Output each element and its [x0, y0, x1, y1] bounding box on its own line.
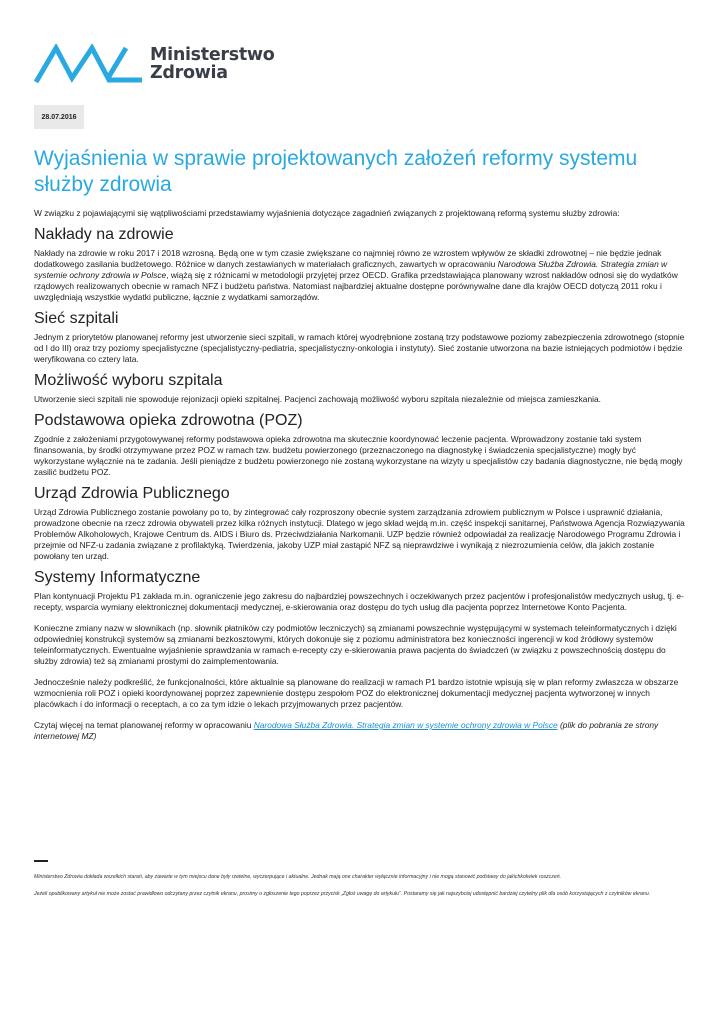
section-paragraph-poz: Zgodnie z założeniami przygotowywanej reformy podstawowa opieka zdrowotna ma skutecznie koordynować leczenie pacjenta. Wprowadzony zostanie taki system finansowania, by środki otrzymywane przez POZ w ramach tzw. budżetu powierzonego (przeznaczonego na diagnostykę i świadczenia specjalistyczne) mogły być wykorzystane wyłącznie na te zadania. Jeśli pieniądze z budżetu powierzonego nie zostaną wykorzystane na wizyty u specjalistów czy badania diagnostyczne, nie będą mogły zasilić budżetu POZ. [34, 434, 683, 477]
strategy-document-link[interactable]: Narodowa Służba Zdrowia. Strategia zmian w systemie ochrony zdrowia w Polsce [253, 720, 558, 730]
mz-logo-mark-icon [34, 44, 144, 84]
section-paragraph-siec: Jednym z priorytetów planowanej reformy jest utworzenie sieci szpitali, w ramach której wyodrębnione zostaną trzy podstawowe poziomy zabezpieczenia zdrowotnego (stopnie od I do III) oraz trzy poziomy specjalistyczne (specjalistyczny-pediatria, specjalistyczny-onkologia i instytuty). Sieć zostanie utworzona na bazie istniejących podmiotów i będzie weryfikowana co cztery lata. [34, 332, 685, 364]
logo-line-1: Ministerstwo [150, 45, 275, 65]
logo-line-2: Zdrowia [150, 63, 228, 83]
section-heading-systemy: Systemy Informatyczne [34, 569, 201, 586]
article-body [34, 146, 688, 742]
section-paragraph-systemy-1: Plan kontynuacji Projektu P1 zakłada m.in. ograniczenie jego zakresu do najbardziej powszechnych i oczekiwanych przez pacjentów i profesjonalistów medycznych usług, tj. e-recepty, wsparcia wymiany elektronicznej dokumentacji medycznej, e-skierowania oraz dostępu do tych usług dla pacjenta poprzez Internetowe Konto Pacjenta. [34, 591, 684, 612]
publication-title-italic: Narodowa Służba Zdrowia. Strategia zmian w systemie ochrony zdrowia w Polsce [34, 259, 668, 280]
publication-date: 28.07.2016 [34, 105, 84, 129]
article-intro: W związku z pojawiającymi się wątpliwościami przedstawiamy wyjaśnienia dotyczące zagadnień związanych z projektowaną reformą systemu służby zdrowia: [34, 208, 620, 218]
article-title: Wyjaśnienia w sprawie projektowanych założeń reformy systemu służby zdrowia [34, 147, 638, 196]
section-paragraph-uzp: Urząd Zdrowia Publicznego zostanie powołany po to, by zintegrować cały rozproszony obecnie system zarządzania zdrowiem publicznym w Polsce i usprawnić działania, prowadzone obecnie na rzecz zdrowia obywateli przez kilka różnych instytucji. Dlatego w jego skład wejdą m.in. część inspekcji sanitarnej, Państwowa Agencja Rozwiązywania Problemów Alkoholowych, Krajowe Centrum ds. AIDS i Biuro ds. Przeciwdziałania Narkomanii. UZP będzie również odpowiadał za realizację Narodowego Programu Zdrowia i przejmie od NFZ-u zadania związane z profilaktyką. Twierdzenia, jakoby UZP miał zastąpić NFZ są nieprawdziwe i wynikają z niezrozumienia celów, dla jakich zostanie powołany ten urząd. [34, 507, 685, 561]
accessibility-note: Jeżeli opublikowany artykuł nie może zostać prawidłowo odczytany przez czytnik ekranu, prosimy o zgłoszenie tego poprzez przycisk „Zgłoś uwagę do artykułu”. Postaramy się jak najszybciej udostępnić bardziej czytelny plik dla osób korzystających z czytników ekranu. [34, 891, 651, 897]
section-paragraph-systemy-3: Jednocześnie należy podkreślić, że funkcjonalności, które aktualnie są planowane do realizacji w ramach P1 bardzo istotnie wpisują się w plan reformy zwłaszcza w obszarze wzmocnienia roli POZ i opieki koordynowanej poprzez zapewnienie dostępu zespołom POZ do elektronicznej dokumentacji medycznej pacjenta wytworzonej w innych placówkach i do informacji o receptach, a co za tym idzie o lekach przyjmowanych przez pacjentów. [34, 677, 679, 709]
section-paragraph-naklady: Nakłady na zdrowie w roku 2017 i 2018 wzrosną. Będą one w tym czasie zwiększane co najmniej równo ze wzrostem wpływów ze składki zdrowotnej – nie będzie jednak dodatkowego zasilania budżetowego. Różnice w danych zestawianych w materiałach graficznych, zawartych w opracowaniu Narodowa Służba Zdrowia. Strategia zmian w systemie ochrony zdrowia w Polsce, wiążą się z różnicami w metodologii przyjętej przez OECD. Grafika przedstawiająca planowany wzrost nakładów odnosi się do wydatków rządowych realizowanych obecnie w ramach NFZ i budżetu państwa. Natomiast najbardziej aktualne dostępne porównywalne dane dla krajów OECD dotyczą 2011 roku i uwzględniają wszystkie wydatki publiczne, łącznie z wydatkami samorządów. [34, 248, 678, 302]
footer-divider [34, 860, 48, 862]
disclaimer-note: Ministerstwo Zdrowia dokłada wszelkich starań, aby zawarte w tym miejscu dane były rzetelne, wyczerpujące i aktualne. Jednak mają one charakter wyłącznie informacyjny i nie mogą stanowić podstawy do jakichkolwiek roszczeń. [34, 874, 562, 880]
logo-wordmark [150, 46, 275, 82]
section-paragraph-wybor: Utworzenie sieci szpitali nie spowoduje rejonizacji opieki szpitalnej. Pacjenci zachowają możliwość wyboru szpitala niezależnie od miejsca zamieszkania. [34, 394, 601, 404]
ministry-logo[interactable] [34, 44, 275, 84]
read-more-paragraph: Czytaj więcej na temat planowanej reformy w opracowaniu Narodowa Służba Zdrowia. Strategia zmian w systemie ochrony zdrowia w Polsce (plik do pobrania ze strony internetowej MZ) [34, 720, 659, 741]
download-note: (plik do pobrania ze strony internetowej MZ) [34, 720, 659, 741]
section-heading-siec: Sieć szpitali [34, 310, 119, 327]
section-heading-poz: Podstawowa opieka zdrowotna (POZ) [34, 412, 303, 429]
section-paragraph-systemy-2: Konieczne zmiany nazw w słownikach (np. słownik płatników czy podmiotów leczniczych) są zmianami powszechnie występującymi w systemach teleinformatycznych i dzięki odpowiedniej konstrukcji systemów są zmianami bezkosztowymi, których dokonuje się z poziomu administratora bez konieczności ingerencji w kod źródłowy systemów teleinformatycznych. Ewentualne wyjaśnienie sprawdzania w ramach e-recepty czy e-skierowania prawa pacjenta do świadczeń (w związku z powszechnością dostępu do służby zdrowia) też są zmianami prostymi do zaimplementowania. [34, 623, 677, 666]
section-heading-naklady: Nakłady na zdrowie [34, 226, 174, 243]
section-heading-wybor: Możliwość wyboru szpitala [34, 372, 223, 389]
section-heading-uzp: Urząd Zdrowia Publicznego [34, 485, 230, 502]
